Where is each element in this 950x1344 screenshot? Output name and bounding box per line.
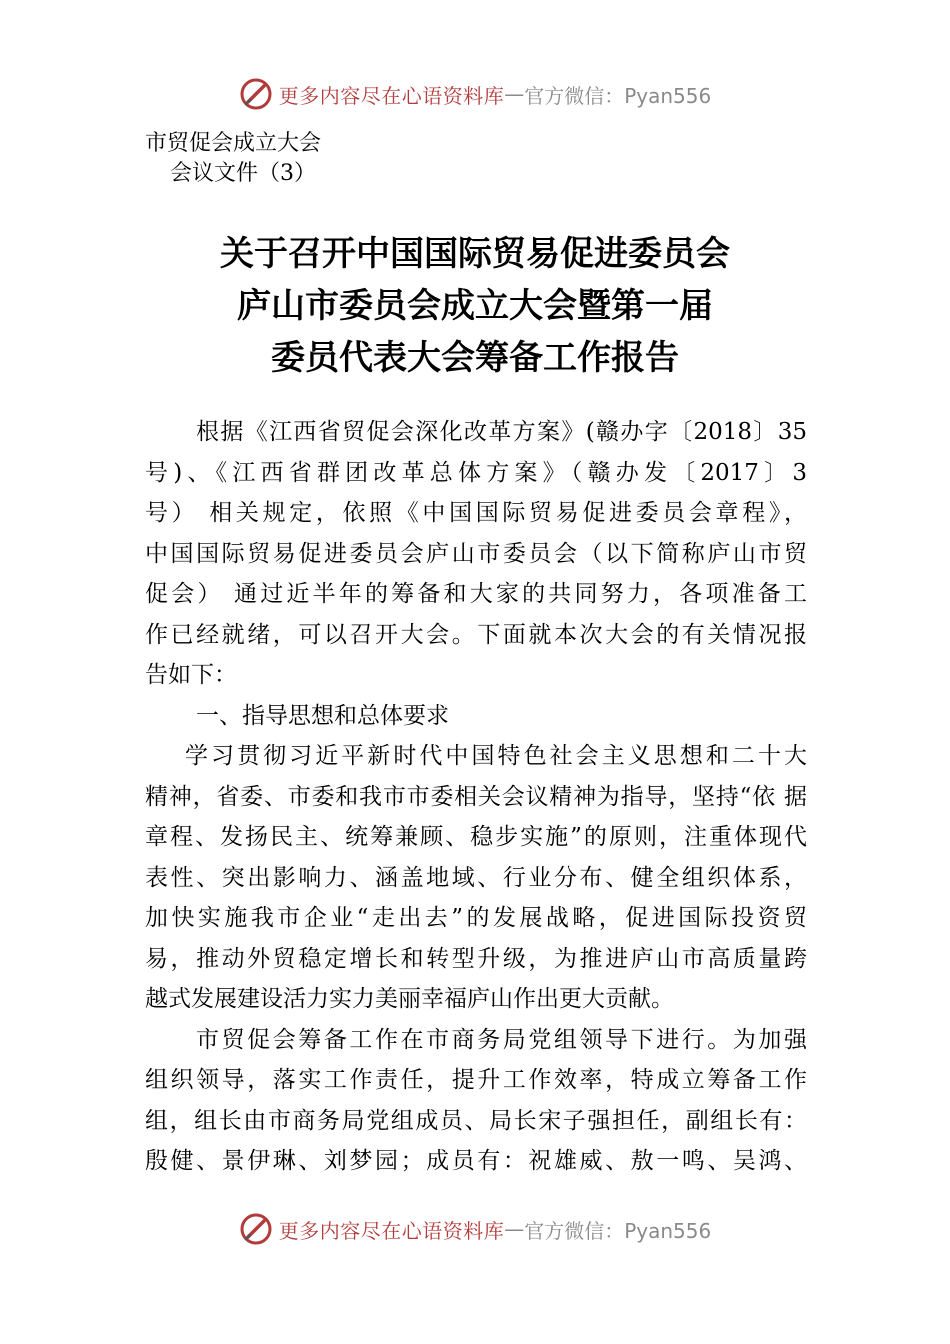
header-banner [0, 74, 950, 114]
text-line: 精神，省委、市委和我市市委相关会议精神为指导，坚持“依 据 [145, 783, 807, 810]
paragraph-organization [145, 1020, 807, 1182]
text-line: 号)、《江西省群团改革总体方案》（赣办发〔2017〕3 [145, 459, 807, 486]
section-heading: 一、指导思想和总体要求 [196, 702, 449, 729]
text-line: 加快实施我市企业“走出去”的发展战略，促进国际投资贸 [145, 905, 807, 931]
text-line: 章程、发扬民主、统筹兼顾、稳步实施”的原则，注重体现代 [145, 824, 807, 850]
report-body [145, 412, 807, 1182]
banner-text: 更多内容尽在心语资料库 [278, 83, 505, 108]
meeting-name: 市贸促会成立大会 [145, 131, 322, 156]
pen-logo-icon [239, 1212, 273, 1246]
document-number: 会议文件（3） [170, 161, 316, 186]
text-line: 易，推动外贸稳定增长和转型升级，为推进庐山市高质量跨 [145, 945, 807, 972]
text-line: 殷健、景伊琳、刘梦园；成员有：祝雄威、敖一鸣、吴鸿、 [145, 1148, 807, 1174]
banner-separator: — [504, 1217, 525, 1241]
text-line: 表性、突出影响力、涵盖地域、行业分布、健全组织体系， [145, 864, 807, 891]
banner-text: 更多内容尽在心语资料库 [278, 1218, 505, 1243]
text-line: 学习贯彻习近平新时代中国特色社会主义思想和二十大 [185, 743, 807, 769]
paragraph-basis [145, 412, 807, 696]
title-line: 庐山市委员会成立大会暨第一届 [237, 286, 713, 326]
text-line: 市贸促会筹备工作在市商务局党组领导下进行。为加强 [196, 1026, 807, 1053]
title-line: 关于召开中国国际贸易促进委员会 [220, 234, 730, 274]
document-title [0, 228, 950, 384]
text-line: 促会） 通过近半年的筹备和大家的共同努力，各项准备工 [145, 581, 807, 607]
footer-banner [0, 1209, 950, 1249]
text-line: 告如下： [145, 662, 237, 688]
paragraph-guiding-ideology [145, 736, 807, 1020]
banner-separator: — [504, 82, 525, 106]
text-line: 号） 相关规定，依照《中国国际贸易促进委员会章程》， [145, 500, 807, 526]
title-line: 委员代表大会筹备工作报告 [271, 338, 679, 378]
text-line: 作已经就绪，可以召开大会。下面就本次大会的有关情况报 [145, 621, 807, 648]
text-line: 越式发展建设活力实力美丽幸福庐山作出更大贡献。 [145, 986, 674, 1012]
text-line: 根据《江西省贸促会深化改革方案》(赣办字〔2018〕35 [196, 419, 807, 445]
banner-wechat: 官方微信：Pyan556 [524, 1218, 712, 1243]
text-line: 组织领导，落实工作责任，提升工作效率，特成立筹备工作 [145, 1067, 807, 1093]
banner-wechat: 官方微信：Pyan556 [524, 83, 712, 108]
text-line: 中国国际贸易促进委员会庐山市委员会（以下简称庐山市贸 [145, 540, 807, 567]
text-line: 组，组长由市商务局党组成员、局长宋子强担任，副组长有： [145, 1107, 807, 1134]
pen-logo-icon [239, 77, 273, 111]
